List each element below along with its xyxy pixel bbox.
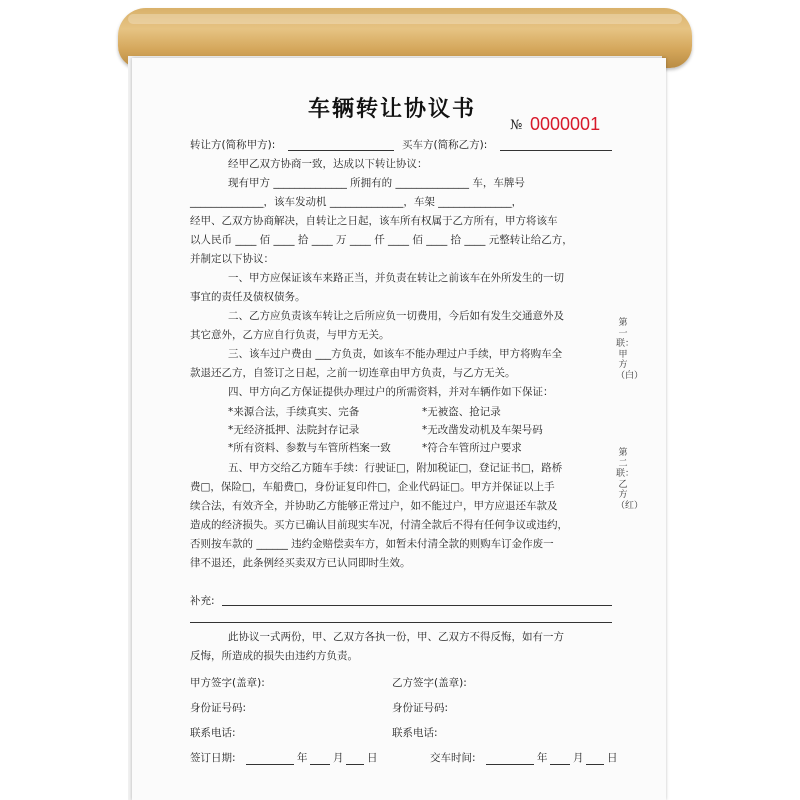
year-blank	[246, 764, 294, 765]
month-blank	[310, 764, 330, 765]
supplement-blank	[190, 622, 612, 623]
paragraph-agreement-intro: 并制定以下协议：	[190, 253, 274, 265]
month-blank	[550, 764, 570, 765]
clause-2-line-1: 二、乙方应负责该车转让之后所应负一切费用，今后如有发生交通意外及	[228, 310, 564, 322]
clause-5-line-2: 费□，保险□，车船费□，身份证复印件□，企业代码证□。甲方并保证以上手	[190, 481, 555, 493]
supplement-blank	[222, 605, 612, 606]
clause-5-line-3: 续合法，有效齐全，并协助乙方能够正常过户，如不能过户，甲方应退还车款及	[190, 500, 558, 512]
clause-1-line-1: 一、甲方应保证该车来路正当，并负责在转让之前该车在外所发生的一切	[228, 272, 564, 284]
guarantee-item: *无被盗、抢记录	[422, 406, 501, 418]
day-blank	[346, 764, 364, 765]
sign-date-label: 签订日期:	[190, 752, 236, 764]
buyer-name-blank	[500, 150, 612, 151]
clause-5-line-1: 五、甲方交给乙方随车手续：行驶证□，附加税证□，登记证书□，路桥	[228, 462, 563, 474]
clause-5-line-5: 否则按车款的 ______ 违约金赔偿卖车方，如暂未付清全款的则购车订金作废一	[190, 538, 554, 550]
seller-label: 转让方(简称甲方):	[190, 139, 276, 151]
clause-3-line-2: 款退还乙方，自签订之日起，之前一切连章由甲方负责，与乙方无关。	[190, 367, 516, 379]
supplement-label: 补充:	[190, 595, 215, 607]
clause-3-line-1: 三、该车过户费由 ___方负责，如该车不能办理过户手续，甲方将购车全	[228, 348, 563, 360]
year-blank	[486, 764, 534, 765]
buyer-signature-label: 乙方签字(盖章):	[392, 677, 467, 689]
seller-id-label: 身份证号码:	[190, 702, 247, 714]
guarantee-item: *无经济抵押、法院封存记录	[228, 424, 360, 436]
clause-2-line-2: 其它意外，乙方应自行负责，与甲方无关。	[190, 329, 390, 341]
day-label: 日	[367, 752, 378, 764]
buyer-phone-label: 联系电话:	[392, 727, 438, 739]
clause-4: 四、甲方向乙方保证提供办理过户的所需资料，并对车辆作如下保证：	[228, 386, 554, 398]
clause-5-line-6: 律不退还，此条例经买卖双方已认同即时生效。	[190, 557, 411, 569]
copy-marker-seller: 第一联：甲方（白）	[616, 318, 644, 381]
closing-line-2: 反悔，所造成的损失由违约方负责。	[190, 650, 358, 662]
seller-signature-label: 甲方签字(盖章):	[190, 677, 265, 689]
serial-prefix: №	[510, 118, 523, 133]
handover-time-label: 交车时间:	[430, 752, 476, 764]
paragraph-ownership: 经甲、乙双方协商解决，自转让之日起，该车所有权属于乙方所有，甲方将该车	[190, 215, 558, 227]
serial-number: 0000001	[530, 114, 601, 134]
month-label: 月	[333, 752, 344, 764]
paragraph-owner: 现有甲方 ______________ 所拥有的 ______________ 车，车牌号	[228, 177, 525, 189]
year-label: 年	[297, 752, 308, 764]
buyer-id-label: 身份证号码:	[392, 702, 449, 714]
paragraph-engine: ______________，该车发动机 ______________，车架 ______________，	[190, 196, 523, 208]
year-label: 年	[537, 752, 548, 764]
seller-phone-label: 联系电话:	[190, 727, 236, 739]
day-blank	[586, 764, 604, 765]
month-label: 月	[573, 752, 584, 764]
closing-line-1: 此协议一式两份，甲、乙双方各执一份，甲、乙双方不得反悔，如有一方	[228, 631, 564, 643]
paragraph-intro: 经甲乙双方协商一致，达成以下转让协议：	[228, 158, 428, 170]
copy-marker-buyer: 第二联：乙方（红）	[616, 448, 644, 511]
guarantee-item: *所有资料、参数与车管所档案一致	[228, 442, 391, 454]
guarantee-item: *符合车管所过户要求	[422, 442, 522, 454]
paragraph-price: 以人民币 ____ 佰 ____ 拾 ____ 万 ____ 仟 ____ 佰 ____ 拾 ____ 元整转让给乙方，	[190, 234, 573, 246]
document-title: 车辆转让协议书	[308, 96, 477, 122]
seller-name-blank	[288, 150, 394, 151]
buyer-label: 买车方(简称乙方):	[402, 139, 488, 151]
clause-5-line-4: 造成的经济损失。买方已确认目前现实车况，付清全款后不得有任何争议或违约，	[190, 519, 568, 531]
guarantee-item: *无改凿发动机及车架号码	[422, 424, 543, 436]
day-label: 日	[607, 752, 618, 764]
guarantee-item: *来源合法，手续真实、完备	[228, 406, 360, 418]
clause-1-line-2: 事宜的责任及债权债务。	[190, 291, 306, 303]
